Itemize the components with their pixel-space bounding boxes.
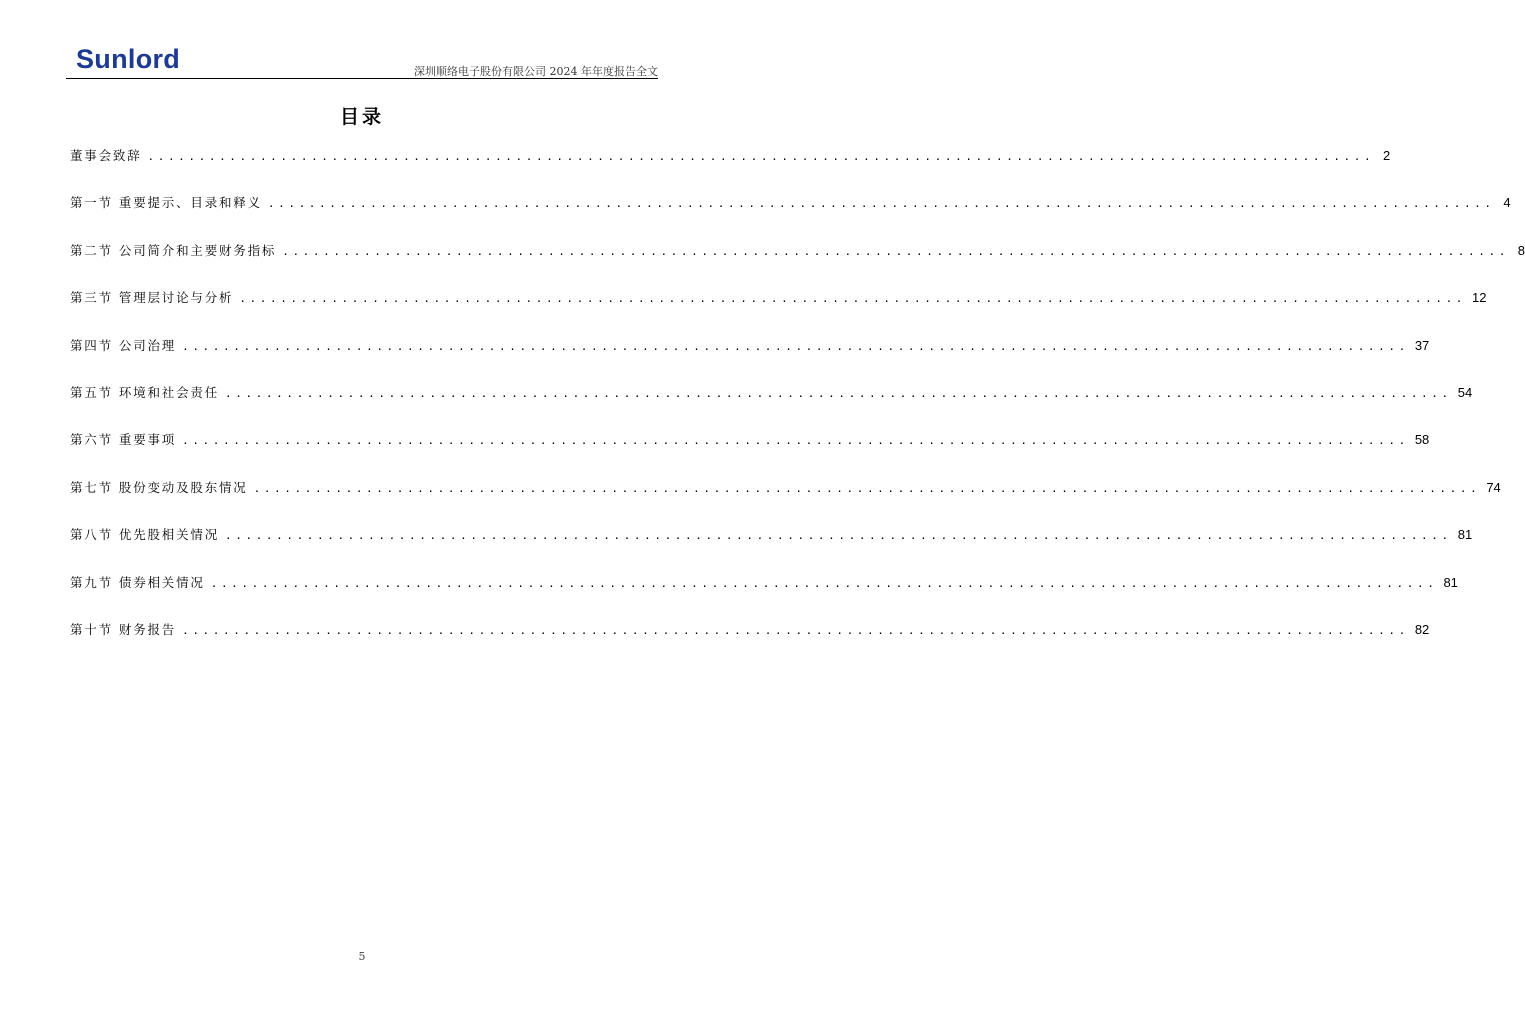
toc-leader-dots: ........................................................................................................................ <box>182 623 1409 637</box>
toc-entry-label <box>70 620 176 638</box>
toc-page-number: 8 <box>1517 242 1525 258</box>
toc-leader-dots: ........................................................................................................................ <box>282 244 1509 258</box>
toc-entry[interactable] <box>70 383 1473 430</box>
toc-entry[interactable] <box>70 525 1473 572</box>
toc-entry-label <box>70 525 219 543</box>
toc-section-name: 债券相关情况 <box>118 574 205 590</box>
toc-entry-label <box>70 430 176 448</box>
toc-section-name: 股份变动及股东情况 <box>118 479 248 495</box>
company-logo: Sunlord <box>76 44 181 74</box>
toc-section-number: 第八节 <box>70 527 113 543</box>
toc-entry[interactable] <box>70 288 1487 335</box>
toc-section-number: 第四节 <box>70 337 113 353</box>
toc-title: 目录 <box>339 106 384 128</box>
toc-page-number: 12 <box>1472 290 1487 306</box>
toc-entry[interactable] <box>70 146 1391 193</box>
toc-entry-label <box>70 336 176 354</box>
toc-section-number: 第五节 <box>70 384 113 400</box>
toc-page-number: 2 <box>1383 148 1391 163</box>
toc-entry-label <box>70 241 276 259</box>
toc-leader-dots: ........................................................................................................................ <box>225 386 1452 400</box>
toc-page-number: 74 <box>1486 479 1501 495</box>
toc-section-name: 财务报告 <box>118 621 177 637</box>
toc-leader-dots: ........................................................................................................................ <box>225 529 1452 543</box>
toc-leader-dots: ........................................................................................................................ <box>182 434 1409 448</box>
toc-section-name: 重要提示、目录和释义 <box>118 195 262 211</box>
toc-section-number: 第九节 <box>70 574 113 590</box>
toc-leader-dots: ........................................................................................................................ <box>147 150 1375 163</box>
toc-entry[interactable] <box>70 241 1525 288</box>
toc-section-name: 优先股相关情况 <box>118 527 220 543</box>
toc-page-number: 81 <box>1443 574 1458 590</box>
toc-entry-label <box>70 478 248 496</box>
toc-entry-label <box>70 193 262 211</box>
toc-section-number: 第六节 <box>70 432 113 448</box>
toc-entry[interactable] <box>70 573 1458 620</box>
toc-leader-dots: ........................................................................................................................ <box>267 197 1495 211</box>
toc-entry[interactable] <box>70 620 1430 667</box>
toc-leader-dots: ........................................................................................................................ <box>253 481 1481 495</box>
toc-entry-label <box>70 383 219 401</box>
toc-page-number: 81 <box>1457 527 1473 543</box>
toc-entry-label <box>70 573 205 591</box>
toc-leader-dots: ........................................................................................................................ <box>210 576 1438 590</box>
toc-page-number: 37 <box>1414 337 1430 353</box>
toc-leader-dots: ........................................................................................................................ <box>182 339 1409 353</box>
toc-section-name: 公司简介和主要财务指标 <box>118 242 277 258</box>
toc-page-number: 4 <box>1503 195 1511 211</box>
header-divider <box>66 78 658 79</box>
toc-page-number: 58 <box>1414 432 1430 448</box>
toc-entry-label <box>70 288 233 306</box>
toc-section-number: 第三节 <box>70 290 113 306</box>
toc-entry[interactable] <box>70 336 1430 383</box>
toc-section-number: 第二节 <box>70 242 113 258</box>
toc-section-number: 第十节 <box>70 621 113 637</box>
toc-entry-label <box>70 146 142 164</box>
toc-leader-dots: ........................................................................................................................ <box>239 292 1467 306</box>
toc-section-number: 第七节 <box>70 479 113 495</box>
toc-section-name: 重要事项 <box>118 432 177 448</box>
toc-page-number: 82 <box>1414 621 1430 637</box>
toc-section-number: 董事会致辞 <box>70 148 142 163</box>
toc-page-number: 54 <box>1457 384 1473 400</box>
toc-entry[interactable] <box>70 478 1501 525</box>
toc-entry[interactable] <box>70 430 1430 477</box>
toc-entry[interactable] <box>70 193 1511 240</box>
toc-section-name: 公司治理 <box>118 337 177 353</box>
table-of-contents <box>70 146 1525 667</box>
toc-section-name: 环境和社会责任 <box>118 384 220 400</box>
toc-section-name: 管理层讨论与分析 <box>118 290 234 306</box>
page-number: 5 <box>358 950 366 963</box>
toc-section-number: 第一节 <box>70 195 113 211</box>
document-title: 深圳顺络电子股份有限公司 2024 年年度报告全文 <box>414 65 658 78</box>
